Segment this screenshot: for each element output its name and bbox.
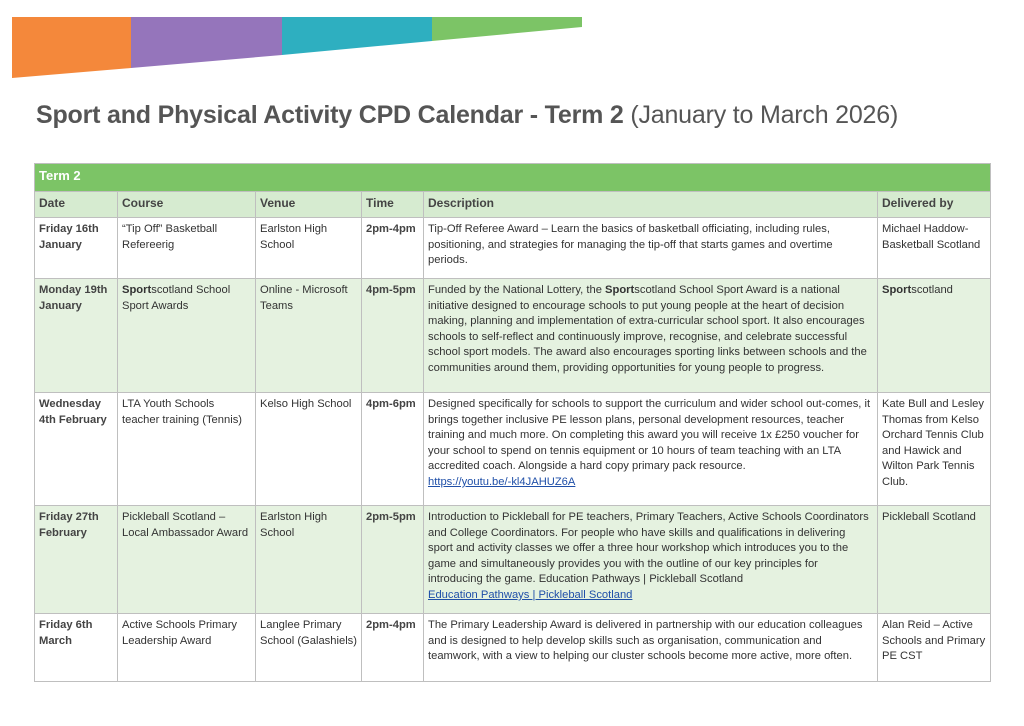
header-delivered-by: Delivered by xyxy=(878,192,991,218)
education-pathways-link[interactable]: Education Pathways | Pickleball Scotland xyxy=(428,588,633,601)
description-text: Introduction to Pickleball for PE teachers, Primary Teachers, Active Schools Coordinators and College Coordinators. For people who have skills and qualifications in delivering sport and activity classes we offer a three hour workshop which introduces you to the game and simultaneously provides you with the outline of our key principles for introducing the game. Education Pathways | Pickleball Scotland xyxy=(428,511,869,586)
header-venue: Venue xyxy=(256,192,362,218)
table-row xyxy=(35,218,991,279)
cell-description xyxy=(424,393,878,506)
header-course: Course xyxy=(118,192,256,218)
description-start: Funded by the National Lottery, the xyxy=(428,284,606,296)
cell-course xyxy=(118,279,256,393)
cell-time: 2pm-5pm xyxy=(362,506,424,614)
cell-venue: Online - Microsoft Teams xyxy=(256,279,362,393)
cell-time: 2pm-4pm xyxy=(362,218,424,279)
cpd-calendar-table xyxy=(34,163,991,682)
cell-venue: Earlston High School xyxy=(256,506,362,614)
description-text: Designed specifically for schools to support the curriculum and wider school out-comes, it brings together inclusive PE lesson plans, personal development resources, teacher training and much more. On completing this award you will receive 1x £250 voucher for your school to spend on tennis equipment or 10 hours of team teaching with an LTA accredited coach. Alongside a hard copy primary pack resource. xyxy=(428,398,871,473)
header-color-banner xyxy=(0,0,1024,90)
table-row xyxy=(35,393,991,506)
banner-green-segment xyxy=(432,17,582,41)
cell-venue: Earlston High School xyxy=(256,218,362,279)
cell-delivered-by: Kate Bull and Lesley Thomas from Kelso Orchard Tennis Club and Hawick and Wilton Park Tennis Club. xyxy=(878,393,991,506)
cell-delivered-by: Michael Haddow- Basketball Scotland xyxy=(878,218,991,279)
page-title xyxy=(36,101,898,130)
cell-delivered-by xyxy=(878,279,991,393)
cell-date: Monday 19th January xyxy=(35,279,118,393)
title-main: Sport and Physical Activity CPD Calendar - Term 2 xyxy=(36,101,624,129)
cell-description xyxy=(424,506,878,614)
cell-description: The Primary Leadership Award is delivered in partnership with our education colleagues and is designed to help develop skills such as organisation, communication and teamwork, with a view to helping our cluster schools become more active, more often. xyxy=(424,614,878,682)
banner-purple-segment xyxy=(131,17,282,68)
column-header-row xyxy=(35,192,991,218)
cell-delivered-by: Alan Reid – Active Schools and Primary PE CST xyxy=(878,614,991,682)
table-row xyxy=(35,506,991,614)
cell-delivered-by: Pickleball Scotland xyxy=(878,506,991,614)
delivered-rest: scotland xyxy=(911,284,953,296)
cell-date: Wednesday 4th February xyxy=(35,393,118,506)
cell-venue: Kelso High School xyxy=(256,393,362,506)
cell-time: 4pm-6pm xyxy=(362,393,424,506)
banner-orange-segment xyxy=(12,17,131,78)
course-bold-prefix: Sport xyxy=(122,284,152,296)
term-label: Term 2 xyxy=(35,164,991,192)
banner-teal-segment xyxy=(282,17,432,55)
course-rest: scotland School Sport Awards xyxy=(122,284,231,312)
cell-date: Friday 6th March xyxy=(35,614,118,682)
description-rest: scotland School Sport Award is a national initiative designed to encourage schools to put young people at the heart of decision making, planning and implementation of extra-curricular school sport. It also encourages schools to self-reflect and continuously improve, recognise, and celebrate successful school sport models. The award also encourages sporting links between schools and the communities around them, providing opportunities for young people to progress. xyxy=(428,284,867,374)
title-date-range: (January to March 2026) xyxy=(630,101,899,129)
cell-course: Active Schools Primary Leadership Award xyxy=(118,614,256,682)
cell-date: Friday 16th January xyxy=(35,218,118,279)
table-row xyxy=(35,614,991,682)
cell-course: Pickleball Scotland – Local Ambassador Award xyxy=(118,506,256,614)
cell-description xyxy=(424,279,878,393)
cell-time: 4pm-5pm xyxy=(362,279,424,393)
cell-time: 2pm-4pm xyxy=(362,614,424,682)
cell-description: Tip-Off Referee Award – Learn the basics of basketball officiating, including rules, positioning, and strategies for managing the tip-off that starts games and overtime periods. xyxy=(424,218,878,279)
header-date: Date xyxy=(35,192,118,218)
delivered-bold-prefix: Sport xyxy=(882,284,912,296)
table-row xyxy=(35,279,991,393)
youtube-link[interactable]: https://youtu.be/-kl4JAHUZ6A xyxy=(428,475,576,488)
header-description: Description xyxy=(424,192,878,218)
term-header-row xyxy=(35,164,991,192)
header-time: Time xyxy=(362,192,424,218)
cell-course: LTA Youth Schools teacher training (Tennis) xyxy=(118,393,256,506)
cell-course: “Tip Off” Basketball Refereerig xyxy=(118,218,256,279)
cell-date: Friday 27th February xyxy=(35,506,118,614)
description-bold: Sport xyxy=(605,284,635,296)
cell-venue: Langlee Primary School (Galashiels) xyxy=(256,614,362,682)
